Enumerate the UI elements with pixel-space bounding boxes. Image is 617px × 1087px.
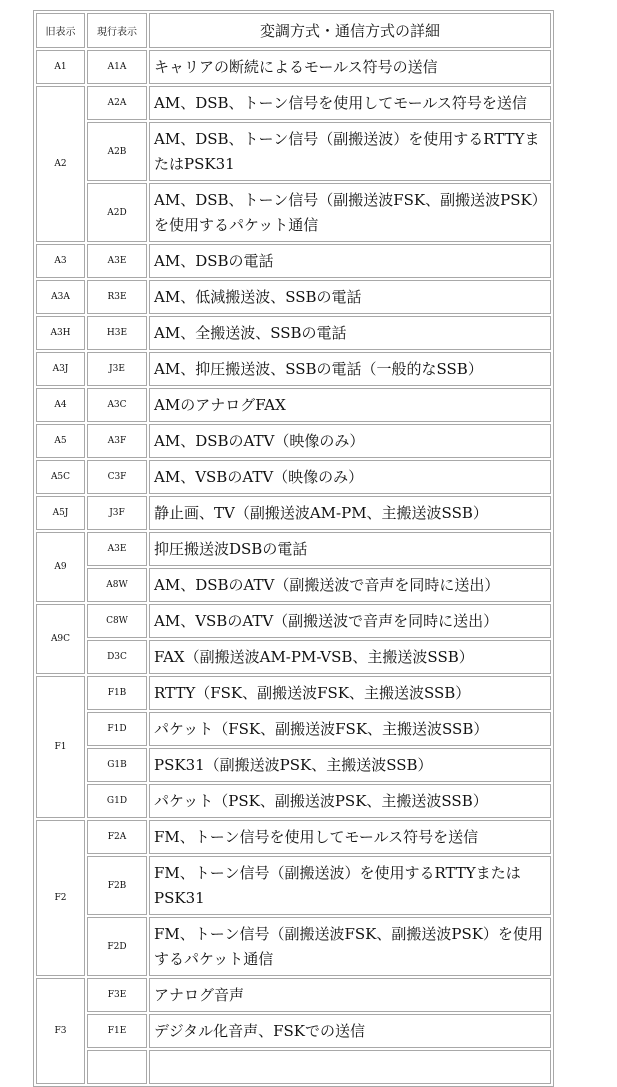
current-designation-cell: J3E: [87, 352, 147, 386]
old-designation-cell: A5J: [36, 496, 85, 530]
header-old-designation: 旧表示: [36, 13, 85, 48]
detail-cell: PSK31（副搬送波PSK、主搬送波SSB）: [149, 748, 551, 782]
detail-cell: デジタル化音声、FSKでの送信: [149, 1014, 551, 1048]
detail-cell: AM、DSBの電話: [149, 244, 551, 278]
detail-cell: FM、トーン信号（副搬送波FSK、副搬送波PSK）を使用するパケット通信: [149, 917, 551, 976]
old-designation-cell: A9C: [36, 604, 85, 674]
table-row: [36, 568, 551, 602]
table-row: [36, 424, 551, 458]
table-row: [36, 122, 551, 181]
old-designation-cell: F3: [36, 978, 85, 1084]
current-designation-cell: R3E: [87, 280, 147, 314]
table-row: [36, 748, 551, 782]
table-row: [36, 86, 551, 120]
old-designation-cell: A3H: [36, 316, 85, 350]
table-row: [36, 496, 551, 530]
table-row: [36, 352, 551, 386]
table-row: [36, 676, 551, 710]
current-designation-cell: C3F: [87, 460, 147, 494]
detail-cell: アナログ音声: [149, 978, 551, 1012]
detail-cell: AM、全搬送波、SSBの電話: [149, 316, 551, 350]
detail-cell: RTTY（FSK、副搬送波FSK、主搬送波SSB）: [149, 676, 551, 710]
current-designation-cell: G1B: [87, 748, 147, 782]
detail-cell: パケット（PSK、副搬送波PSK、主搬送波SSB）: [149, 784, 551, 818]
detail-cell: AM、DSB、トーン信号（副搬送波FSK、副搬送波PSK）を使用するパケット通信: [149, 183, 551, 242]
table-row: [36, 280, 551, 314]
current-designation-cell: A8W: [87, 568, 147, 602]
table-row: [36, 460, 551, 494]
detail-cell: AM、DSB、トーン信号（副搬送波）を使用するRTTYまたはPSK31: [149, 122, 551, 181]
old-designation-cell: A5C: [36, 460, 85, 494]
detail-cell: AM、DSBのATV（映像のみ）: [149, 424, 551, 458]
detail-cell: AM、抑圧搬送波、SSBの電話（一般的なSSB）: [149, 352, 551, 386]
detail-cell: 静止画、TV（副搬送波AM-PM、主搬送波SSB）: [149, 496, 551, 530]
table-row: [36, 917, 551, 976]
detail-cell: キャリアの断続によるモールス符号の送信: [149, 50, 551, 84]
detail-cell: [149, 1050, 551, 1084]
current-designation-cell: F1D: [87, 712, 147, 746]
table-row: [36, 388, 551, 422]
current-designation-cell: [87, 1050, 147, 1084]
detail-cell: AM、DSBのATV（副搬送波で音声を同時に送出）: [149, 568, 551, 602]
current-designation-cell: A3E: [87, 244, 147, 278]
detail-cell: 抑圧搬送波DSBの電話: [149, 532, 551, 566]
old-designation-cell: A1: [36, 50, 85, 84]
table-body: [36, 50, 551, 1084]
table-row: [36, 820, 551, 854]
old-designation-cell: F2: [36, 820, 85, 976]
current-designation-cell: C8W: [87, 604, 147, 638]
old-designation-cell: A3: [36, 244, 85, 278]
table-row: [36, 640, 551, 674]
current-designation-cell: F1E: [87, 1014, 147, 1048]
current-designation-cell: F3E: [87, 978, 147, 1012]
table-row: [36, 712, 551, 746]
old-designation-cell: A5: [36, 424, 85, 458]
current-designation-cell: A2B: [87, 122, 147, 181]
detail-cell: パケット（FSK、副搬送波FSK、主搬送波SSB）: [149, 712, 551, 746]
current-designation-cell: J3F: [87, 496, 147, 530]
old-designation-cell: A3A: [36, 280, 85, 314]
table-row: [36, 1014, 551, 1048]
detail-cell: FM、トーン信号を使用してモールス符号を送信: [149, 820, 551, 854]
current-designation-cell: F2D: [87, 917, 147, 976]
current-designation-cell: A3C: [87, 388, 147, 422]
current-designation-cell: A3F: [87, 424, 147, 458]
detail-cell: AM、DSB、トーン信号を使用してモールス符号を送信: [149, 86, 551, 120]
old-designation-cell: A9: [36, 532, 85, 602]
current-designation-cell: H3E: [87, 316, 147, 350]
detail-cell: FM、トーン信号（副搬送波）を使用するRTTYまたはPSK31: [149, 856, 551, 915]
detail-cell: AMのアナログFAX: [149, 388, 551, 422]
current-designation-cell: D3C: [87, 640, 147, 674]
old-designation-cell: A4: [36, 388, 85, 422]
current-designation-cell: A2A: [87, 86, 147, 120]
current-designation-cell: G1D: [87, 784, 147, 818]
header-row: [36, 13, 551, 48]
table-row: [36, 604, 551, 638]
table-row: [36, 316, 551, 350]
table-row: [36, 244, 551, 278]
header-detail: 変調方式・通信方式の詳細: [149, 13, 551, 48]
table-row: [36, 50, 551, 84]
table-row: [36, 1050, 551, 1084]
current-designation-cell: F2A: [87, 820, 147, 854]
table-row: [36, 978, 551, 1012]
detail-cell: AM、VSBのATV（副搬送波で音声を同時に送出）: [149, 604, 551, 638]
table-row: [36, 532, 551, 566]
detail-cell: AM、VSBのATV（映像のみ）: [149, 460, 551, 494]
current-designation-cell: F1B: [87, 676, 147, 710]
old-designation-cell: A2: [36, 86, 85, 242]
current-designation-cell: A2D: [87, 183, 147, 242]
emission-designation-table: [33, 10, 554, 1087]
current-designation-cell: F2B: [87, 856, 147, 915]
detail-cell: FAX（副搬送波AM-PM-VSB、主搬送波SSB）: [149, 640, 551, 674]
current-designation-cell: A1A: [87, 50, 147, 84]
table-row: [36, 183, 551, 242]
detail-cell: AM、低減搬送波、SSBの電話: [149, 280, 551, 314]
current-designation-cell: A3E: [87, 532, 147, 566]
header-current-designation: 現行表示: [87, 13, 147, 48]
old-designation-cell: F1: [36, 676, 85, 818]
old-designation-cell: A3J: [36, 352, 85, 386]
table-row: [36, 856, 551, 915]
table-row: [36, 784, 551, 818]
